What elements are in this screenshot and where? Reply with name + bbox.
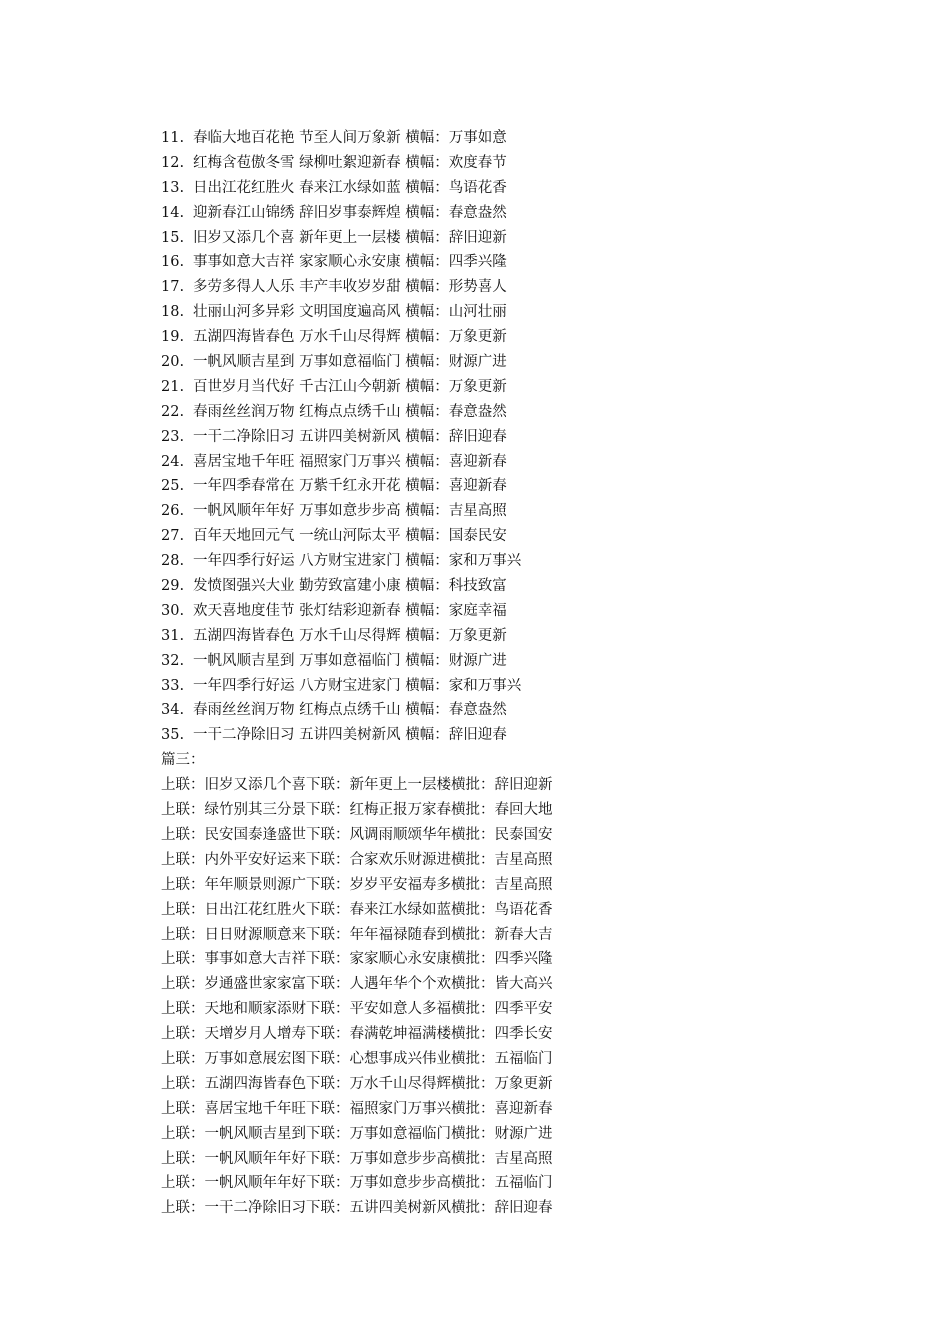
list-item: [161, 549, 621, 574]
list-item: [161, 723, 621, 748]
list-item: [161, 425, 621, 450]
list-item-number: 31.: [161, 627, 185, 644]
couplet-pair: 上联：五湖四海皆春色下联：万水千山尽得辉横批：万象更新: [161, 1075, 553, 1092]
list-item-number: 28.: [161, 553, 185, 570]
list-item: [161, 176, 621, 201]
document-page: [161, 126, 621, 1221]
list-item-number: 26.: [161, 503, 185, 520]
list-item-text: 一年四季行好运 八方财宝进家门 横幅：家和万事兴: [193, 553, 522, 570]
list-item: [161, 226, 621, 251]
list-item-number: 23.: [161, 428, 185, 445]
list-item: [161, 698, 621, 723]
list-item-text: 日出江花红胜火 春来江水绿如蓝 横幅：鸟语花香: [193, 179, 507, 196]
list-item-number: 22.: [161, 403, 185, 420]
list-item-text: 一年四季行好运 八方财宝进家门 横幅：家和万事兴: [193, 677, 522, 694]
list-item-number: 35.: [161, 727, 185, 744]
list-item-number: 30.: [161, 602, 185, 619]
list-item: [161, 325, 621, 350]
couplet-pair: 上联：一干二净除旧习下联：五讲四美树新风横批：辞旧迎春: [161, 1200, 553, 1217]
list-item-text: 一帆风顺年年好 万事如意步步高 横幅：吉星高照: [193, 503, 507, 520]
list-item: [161, 400, 621, 425]
list-item-text: 多劳多得人人乐 丰产丰收岁岁甜 横幅：形势喜人: [193, 279, 507, 296]
list-item-number: 18.: [161, 304, 185, 321]
couplet-pair: 上联：日出江花红胜火下联：春来江水绿如蓝横批：鸟语花香: [161, 901, 553, 918]
section-heading: 篇三：: [161, 752, 205, 769]
list-item-number: 27.: [161, 528, 185, 545]
list-item-number: 15.: [161, 229, 185, 246]
list-item-text: 壮丽山河多异彩 文明国度遍高风 横幅：山河壮丽: [193, 304, 507, 321]
list-item-number: 11.: [161, 130, 185, 146]
list-item: [161, 499, 621, 524]
couplet-pair: 上联：年年顺景则源广下联：岁岁平安福寿多横批：吉星高照: [161, 876, 553, 893]
list-item-number: 17.: [161, 279, 185, 296]
list-item: [161, 524, 621, 549]
couplet-list: [161, 126, 621, 748]
list-item-text: 春雨丝丝润万物 红梅点点绣千山 横幅：春意盎然: [193, 403, 507, 420]
couplet-pair: 上联：天地和顺家添财下联：平安如意人多福横批：四季平安: [161, 1001, 553, 1018]
list-item-text: 百世岁月当代好 千古江山今朝新 横幅：万象更新: [193, 378, 507, 395]
list-item-text: 发愤图强兴大业 勤劳致富建小康 横幅：科技致富: [193, 578, 507, 595]
list-item-number: 12.: [161, 154, 185, 171]
list-item: [161, 126, 621, 151]
couplet-pair: 上联：万事如意展宏图下联：心想事成兴伟业横批：五福临门: [161, 1050, 553, 1067]
couplet-pair: 上联：旧岁又添几个喜下联：新年更上一层楼横批：辞旧迎新: [161, 777, 553, 794]
list-item-text: 一帆风顺吉星到 万事如意福临门 横幅：财源广进: [193, 652, 507, 669]
list-item-number: 14.: [161, 204, 185, 221]
list-item: [161, 201, 621, 226]
list-item: [161, 624, 621, 649]
list-item-text: 喜居宝地千年旺 福照家门万事兴 横幅：喜迎新春: [193, 453, 507, 470]
list-item-text: 五湖四海皆春色 万水千山尽得辉 横幅：万象更新: [193, 627, 507, 644]
list-item-text: 一帆风顺吉星到 万事如意福临门 横幅：财源广进: [193, 354, 507, 371]
list-item-number: 33.: [161, 677, 185, 694]
list-item-text: 一年四季春常在 万紫千红永开花 横幅：喜迎新春: [193, 478, 507, 495]
list-item: [161, 300, 621, 325]
list-item: [161, 350, 621, 375]
couplet-pair: 上联：喜居宝地千年旺下联：福照家门万事兴横批：喜迎新春: [161, 1100, 553, 1117]
list-item: [161, 649, 621, 674]
couplet-pair: 上联：事事如意大吉祥下联：家家顺心永安康横批：四季兴隆: [161, 951, 553, 968]
list-item-text: 事事如意大吉祥 家家顺心永安康 横幅：四季兴隆: [193, 254, 507, 271]
list-item-text: 春雨丝丝润万物 红梅点点绣千山 横幅：春意盎然: [193, 702, 507, 719]
list-item-number: 20.: [161, 354, 185, 371]
couplet-pair: 上联：一帆风顺吉星到下联：万事如意福临门横批：财源广进: [161, 1125, 553, 1142]
list-item-text: 迎新春江山锦绣 辞旧岁事泰辉煌 横幅：春意盎然: [193, 204, 507, 221]
list-item-number: 21.: [161, 378, 185, 395]
list-item: [161, 375, 621, 400]
list-item-text: 欢天喜地度佳节 张灯结彩迎新春 横幅：家庭幸福: [193, 602, 507, 619]
list-item-text: 一干二净除旧习 五讲四美树新风 横幅：辞旧迎春: [193, 428, 507, 445]
list-item-number: 19.: [161, 329, 185, 346]
couplet-pair: 上联：一帆风顺年年好下联：万事如意步步高横批：吉星高照: [161, 1150, 553, 1167]
couplet-pair: 上联：岁通盛世家家富下联：人遇年华个个欢横批：皆大高兴: [161, 976, 553, 993]
list-item: [161, 450, 621, 475]
couplet-pair: 上联：天增岁月人增寿下联：春满乾坤福满楼横批：四季长安: [161, 1026, 553, 1043]
list-item: [161, 275, 621, 300]
list-item-number: 32.: [161, 652, 185, 669]
list-item-text: 春临大地百花艳 节至人间万象新 横幅：万事如意: [193, 130, 507, 146]
list-item-text: 五湖四海皆春色 万水千山尽得辉 横幅：万象更新: [193, 329, 507, 346]
couplet-pair: 上联：内外平安好运来下联：合家欢乐财源进横批：吉星高照: [161, 851, 553, 868]
list-item-number: 13.: [161, 179, 185, 196]
list-item-text: 旧岁又添几个喜 新年更上一层楼 横幅：辞旧迎新: [193, 229, 507, 246]
list-item: [161, 574, 621, 599]
list-item: [161, 250, 621, 275]
list-item-number: 34.: [161, 702, 185, 719]
list-item: [161, 599, 621, 624]
list-item-number: 16.: [161, 254, 185, 271]
list-item: [161, 674, 621, 699]
list-item-text: 红梅含苞傲冬雪 绿柳吐絮迎新春 横幅：欢度春节: [193, 154, 507, 171]
list-item-number: 29.: [161, 578, 185, 595]
couplet-pair: 上联：一帆风顺年年好下联：万事如意步步高横批：五福临门: [161, 1175, 553, 1192]
list-item-number: 24.: [161, 453, 185, 470]
list-item: [161, 474, 621, 499]
couplet-pair: 上联：绿竹别其三分景下联：红梅正报万家春横批：春回大地: [161, 802, 553, 819]
list-item-number: 25.: [161, 478, 185, 495]
couplet-pair: 上联：日日财源顺意来下联：年年福禄随春到横批：新春大吉: [161, 926, 553, 943]
list-item-text: 一干二净除旧习 五讲四美树新风 横幅：辞旧迎春: [193, 727, 507, 744]
couplet-pairs: [161, 773, 621, 1221]
list-item: [161, 151, 621, 176]
list-item-text: 百年天地回元气 一统山河际太平 横幅：国泰民安: [193, 528, 507, 545]
couplet-pair: 上联：民安国泰逢盛世下联：风调雨顺颂华年横批：民泰国安: [161, 826, 553, 843]
